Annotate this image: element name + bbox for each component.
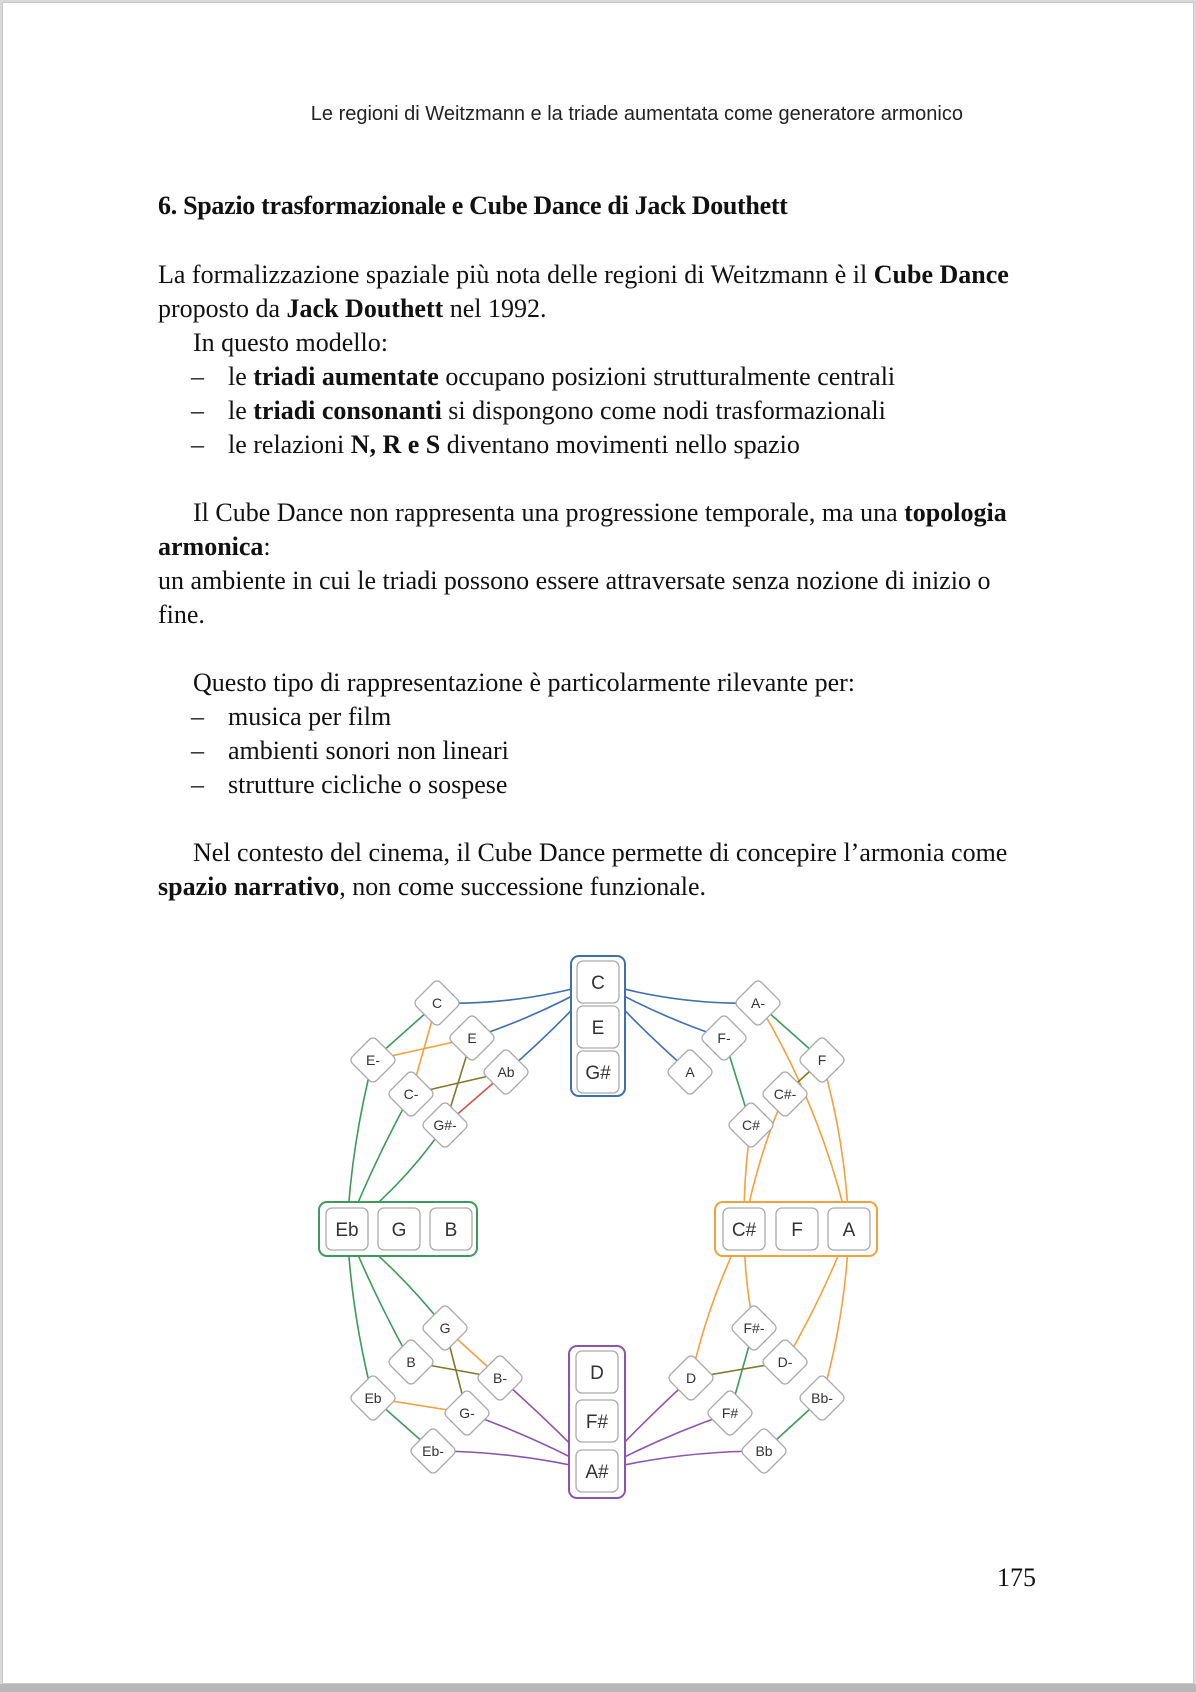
hub-note-label: F# — [585, 1412, 609, 1433]
triad-label: E- — [366, 1052, 380, 1068]
list-item: – le relazioni N, R e S diventano movimenti nello spazio — [191, 430, 800, 459]
hub-note-label: D — [590, 1363, 604, 1384]
hub-note-label: E — [591, 1018, 605, 1039]
hub-note-label: Eb — [335, 1220, 359, 1241]
triad-node — [740, 1427, 788, 1475]
triad-label: A- — [751, 995, 765, 1011]
hub-note-label: A# — [585, 1462, 609, 1483]
paragraph-1: La formalizzazione spaziale più nota delle regioni di Weitzmann è il Cube Dance proposto da Jack Douthett nel 1992. — [158, 260, 1009, 323]
triad-node — [761, 1338, 809, 1386]
triad-label: Eb- — [422, 1443, 444, 1459]
triad-node — [387, 1338, 435, 1386]
triad-node — [700, 1014, 748, 1062]
triad-label: D — [685, 1370, 697, 1386]
list-item: – ambienti sonori non lineari — [191, 736, 509, 765]
triad-node — [667, 1354, 715, 1402]
triad-node — [730, 1304, 778, 1352]
hub-note-label: F — [791, 1220, 803, 1241]
triad-node — [734, 979, 782, 1027]
section-title: 6. Spazio trasformazionale e Cube Dance di Jack Douthett — [158, 191, 788, 220]
paragraph-2-continuation: un ambiente in cui le triadi possono essere attraversate senza nozione di inizio o fine. — [158, 566, 991, 629]
diagram-hubs — [319, 956, 877, 1498]
hub-note-label: C — [591, 973, 605, 994]
list-2 — [158, 700, 1043, 802]
hub-note-label: A — [842, 1220, 856, 1241]
triad-label: G — [439, 1320, 451, 1336]
triad-node — [421, 1101, 469, 1149]
list-item: – musica per film — [191, 702, 392, 731]
triad-label: B — [406, 1354, 416, 1370]
page-number: 175 — [997, 1563, 1036, 1592]
hub-left — [319, 1202, 477, 1256]
triad-label: C# — [742, 1117, 760, 1133]
hub-note-label: C# — [731, 1220, 757, 1241]
triad-node — [387, 1070, 435, 1118]
triad-node — [706, 1389, 754, 1437]
triad-label: C#- — [773, 1086, 797, 1102]
triad-node — [413, 979, 461, 1027]
triad-node — [448, 1014, 496, 1062]
body-text — [158, 258, 1043, 904]
triad-label: A — [685, 1064, 695, 1080]
triad-node — [727, 1101, 775, 1149]
triad-node — [349, 1036, 397, 1084]
triad-node — [409, 1427, 457, 1475]
triad-label: D- — [777, 1354, 793, 1370]
triad-label: G- — [459, 1405, 475, 1421]
triad-node — [349, 1374, 397, 1422]
triad-label: F- — [717, 1030, 731, 1046]
triad-node — [798, 1036, 846, 1084]
hub-bottom — [569, 1346, 625, 1498]
triad-label: B- — [493, 1370, 507, 1386]
hub-note-label: B — [444, 1220, 458, 1241]
hub-top — [571, 956, 625, 1096]
triad-label: F# — [721, 1405, 739, 1421]
list-item: – le triadi consonanti si dispongono come nodi trasformazionali — [191, 396, 886, 425]
paragraph-4: Nel contesto del cinema, il Cube Dance permette di concepire l’armonia come spazio narrativo, non come successione funzionale. — [158, 838, 1008, 901]
triad-node — [798, 1374, 846, 1422]
triad-label: G#- — [433, 1117, 457, 1133]
cube-dance-diagram — [303, 948, 883, 1508]
triad-label: C — [431, 995, 443, 1011]
triad-label: E — [467, 1030, 477, 1046]
paragraph-1-intro: In questo modello: — [193, 328, 388, 357]
list-1 — [158, 360, 1043, 462]
page — [2, 2, 1194, 1684]
triad-node — [476, 1354, 524, 1402]
triad-node — [482, 1048, 530, 1096]
triad-label: F — [817, 1052, 827, 1068]
paragraph-2: Il Cube Dance non rappresenta una progressione temporale, ma una topologia armonica: — [158, 498, 1007, 561]
triad-label: Eb — [364, 1390, 382, 1406]
hub-right — [715, 1202, 877, 1256]
triad-label: Ab — [497, 1064, 515, 1080]
hub-note-label: G — [391, 1220, 407, 1241]
triad-label: Bb — [755, 1443, 773, 1459]
viewer-bottom-bar — [0, 1684, 1196, 1692]
triad-label: F#- — [743, 1320, 765, 1336]
hub-note-label: G# — [585, 1063, 611, 1084]
triad-node — [761, 1070, 809, 1118]
triad-node — [421, 1304, 469, 1352]
list-item: – le triadi aumentate occupano posizioni strutturalmente centrali — [191, 362, 896, 391]
list-item: – strutture cicliche o sospese — [191, 770, 508, 799]
triad-node — [666, 1048, 714, 1096]
triad-label: C- — [403, 1086, 419, 1102]
running-header: Le regioni di Weitzmann e la triade aumentata come generatore armonico — [310, 103, 963, 125]
paragraph-3-intro: Questo tipo di rappresentazione è particolarmente rilevante per: — [193, 668, 855, 697]
triad-node — [443, 1389, 491, 1437]
triad-label: Bb- — [811, 1390, 833, 1406]
